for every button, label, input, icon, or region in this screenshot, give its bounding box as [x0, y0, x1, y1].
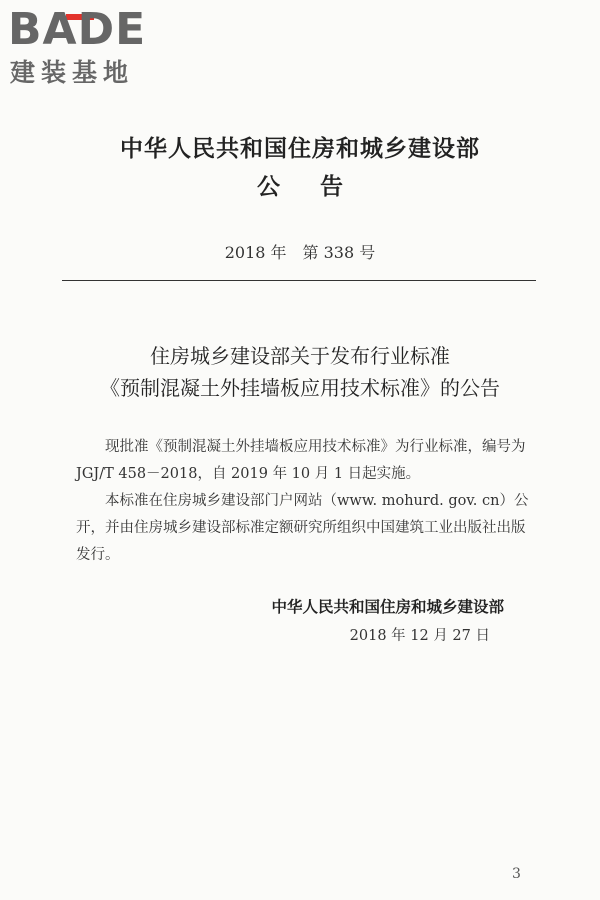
announcement-title [0, 340, 600, 404]
document-type: 公告 [257, 173, 383, 200]
bade-logo [8, 4, 178, 94]
signature-organization: 中华人民共和国住房和城乡建设部 [271, 597, 504, 616]
ministry-name: 中华人民共和国住房和城乡建设部 [120, 135, 480, 162]
logo-wordmark: BADE [8, 4, 147, 55]
body-paragraph-1: 现批准《预制混凝土外挂墙板应用技术标准》为行业标准，编号为 JGJ/T 458－2018，自 2019 年 10 月 1 日起实施。 [76, 439, 526, 482]
header-divider [62, 280, 536, 281]
title-line-2: 《预制混凝土外挂墙板应用技术标准》的公告 [100, 376, 500, 400]
title-line-1: 住房城乡建设部关于发布行业标准 [150, 344, 450, 368]
signature-date: 2018 年 12 月 27 日 [349, 628, 490, 644]
announcement-number: 2018 年 第 338 号 [224, 243, 376, 262]
body-paragraph-2: 本标准在住房城乡建设部门户网站（www. mohurd. gov. cn）公开，并由住房城乡建设部标准定额研究所组织中国建筑工业出版社出版发行。 [76, 493, 529, 563]
page-number: 3 [512, 866, 521, 882]
logo-subtitle: 建装基地 [10, 58, 135, 87]
announcement-body [76, 434, 538, 569]
